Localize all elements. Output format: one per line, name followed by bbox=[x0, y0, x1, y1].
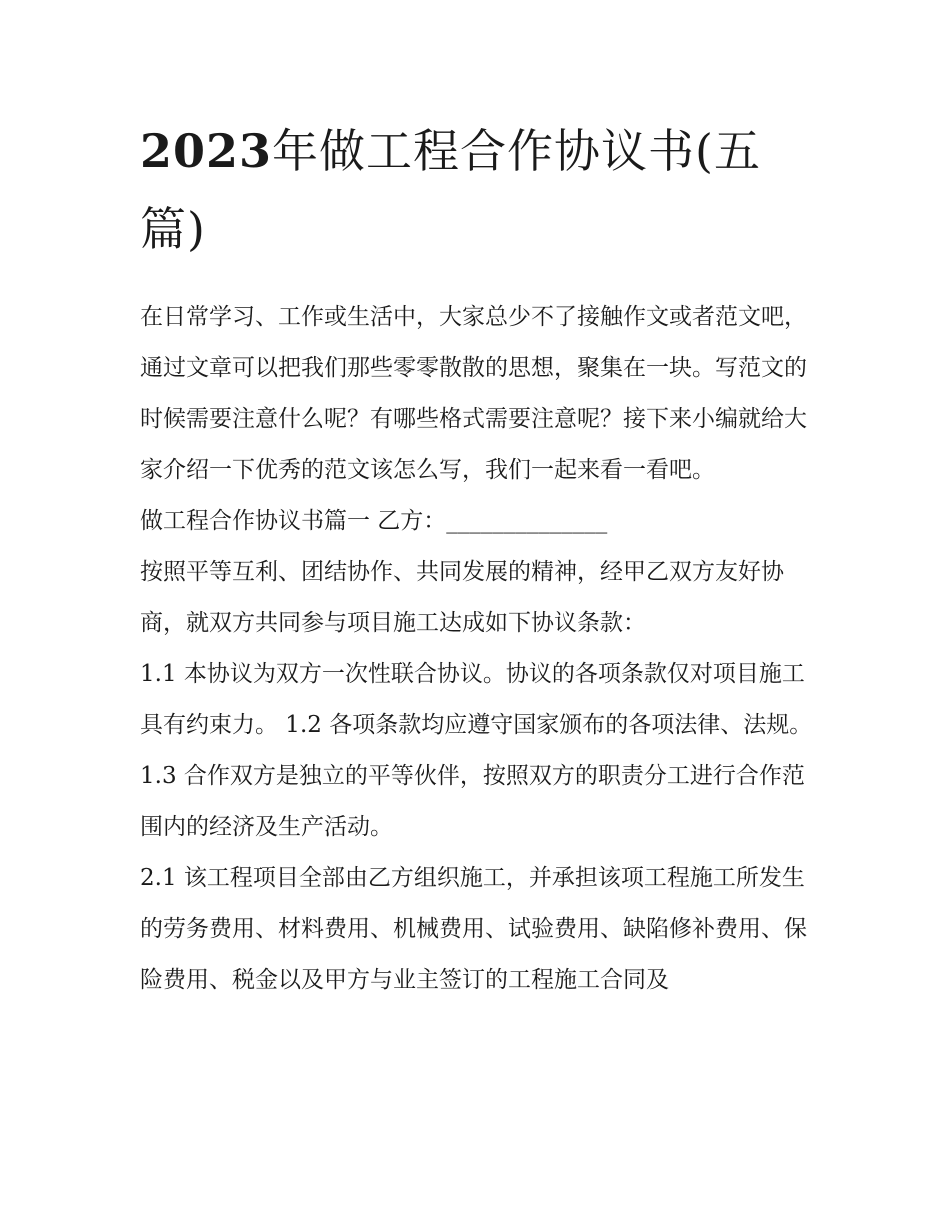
title-text: 年做工程合作协议书(五篇) bbox=[140, 124, 761, 256]
title-year: 2023 bbox=[140, 124, 273, 178]
paragraph-heading-party-b: 做工程合作协议书篇一 乙方：______________ bbox=[140, 508, 608, 534]
paragraph-clause-1-3: 1.3 合作双方是独立的平等伙伴，按照双方的职责分工进行合作范围内的经济及生产活动。 bbox=[140, 763, 805, 840]
paragraph-principle: 按照平等互利、团结协作、共同发展的精神，经甲乙双方友好协商，就双方共同参与项目施工达成如下协议条款： bbox=[140, 559, 784, 636]
paragraph-clause-1-1: 1.1 本协议为双方一次性联合协议。协议的各项条款仅对项目施工具有约束力。 1.2 各项条款均应遵守国家颁布的各项法律、法规。 bbox=[140, 661, 813, 738]
paragraph-intro: 在日常学习、工作或生活中，大家总少不了接触作文或者范文吧，通过文章可以把我们那些零零散散的思想，聚集在一块。写范文的时候需要注意什么呢？有哪些格式需要注意呢？接下来小编就给大家介绍一下优秀的范文该怎么写，我们一起来看一看吧。 bbox=[140, 304, 807, 483]
document-page bbox=[140, 112, 820, 1006]
document-title bbox=[140, 112, 820, 268]
paragraph-clause-2-1: 2.1 该工程项目全部由乙方组织施工，并承担该项工程施工所发生的劳务费用、材料费用、机械费用、试验费用、缺陷修补费用、保险费用、税金以及甲方与业主签订的工程施工合同及 bbox=[140, 865, 807, 993]
